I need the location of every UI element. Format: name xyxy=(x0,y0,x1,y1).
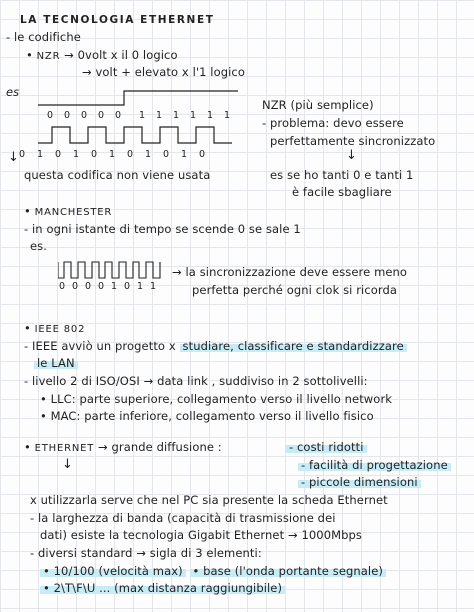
ethernet-line-1: x utilizzarla serve che nel PC sia presente la scheda Ethernet xyxy=(30,493,388,507)
nrz-es-text: es se ho tanti 0 e tanti 1 xyxy=(270,168,414,182)
ieee-line-2: le LAN xyxy=(34,355,78,371)
manchester-note-2: perfetta perché ogni clok si ricorda xyxy=(192,283,398,297)
nrz-es-text-2: è facile sbagliare xyxy=(292,185,392,199)
manchester-es-label: es. xyxy=(30,239,48,253)
ethernet-item-2: - facilità di progettazione xyxy=(298,457,451,473)
ethernet-title: • ETHERNET → grande diffusione : xyxy=(24,440,222,454)
nrz-alternating-waveform xyxy=(38,124,238,146)
manchester-line-1: - in ogni istante di tempo se scende 0 se sale 1 xyxy=(24,222,301,236)
ethernet-item-1: - costi ridotti xyxy=(286,439,367,455)
ethernet-item-3: - piccole dimensioni xyxy=(298,474,421,490)
nrz-usage-text: questa codifica non viene usata xyxy=(24,168,211,182)
page-title: LA TECNOLOGIA ETHERNET xyxy=(20,14,215,26)
down-arrow-icon: ↓ xyxy=(8,150,19,165)
ethernet-line-2: - la larghezza di banda (capacità di trasmissione dei xyxy=(30,511,336,525)
ethernet-line-4: - diversi standard → sigla di 3 elementi: xyxy=(30,546,262,560)
nrz-waveform xyxy=(38,88,238,108)
ethernet-line-3: dati) esiste la tecnologia Gigabit Ethernet → 1000Mbps xyxy=(40,528,363,542)
manchester-note-1: → la sincronizzazione deve essere meno xyxy=(172,265,408,279)
nrz-note-problem: - problema: devo essere xyxy=(262,116,404,130)
ieee-mac: • MAC: parte inferiore, collegamento verso il livello fisico xyxy=(40,409,374,423)
down-arrow-icon: ↓ xyxy=(62,457,73,472)
manchester-title: • MANCHESTER xyxy=(24,204,113,218)
ethernet-line-5: • 10/100 (velocità max) • base (l'onda portante segnale) xyxy=(40,563,386,579)
nrz-note-problem-2: perfettamente sincronizzato xyxy=(270,134,436,148)
nrz-es-label: es xyxy=(6,85,20,99)
nrz-note-title: NZR (più semplice) xyxy=(262,98,374,112)
nrz-rule-1: • NZR → 0volt x il 0 logico xyxy=(26,48,178,62)
ieee-title: • IEEE 802 xyxy=(24,321,86,335)
ieee-line-3: - livello 2 di ISO/OSI → data link , suddiviso in 2 sottolivelli: xyxy=(24,374,368,388)
ieee-line-1: - IEEE avviò un progetto x studiare, classificare e standardizzare xyxy=(24,338,407,354)
ethernet-line-6: • 2\T\F\U ... (max distanza raggiungibile) xyxy=(40,580,285,596)
section-codifiche: - le codifiche xyxy=(6,30,81,44)
manchester-waveform xyxy=(58,260,166,280)
down-arrow-icon: ↓ xyxy=(346,148,357,163)
nrz-rule-2: → volt + elevato x l'1 logico xyxy=(82,65,245,79)
ieee-llc: • LLC: parte superiore, collegamento verso il livello network xyxy=(40,392,393,406)
